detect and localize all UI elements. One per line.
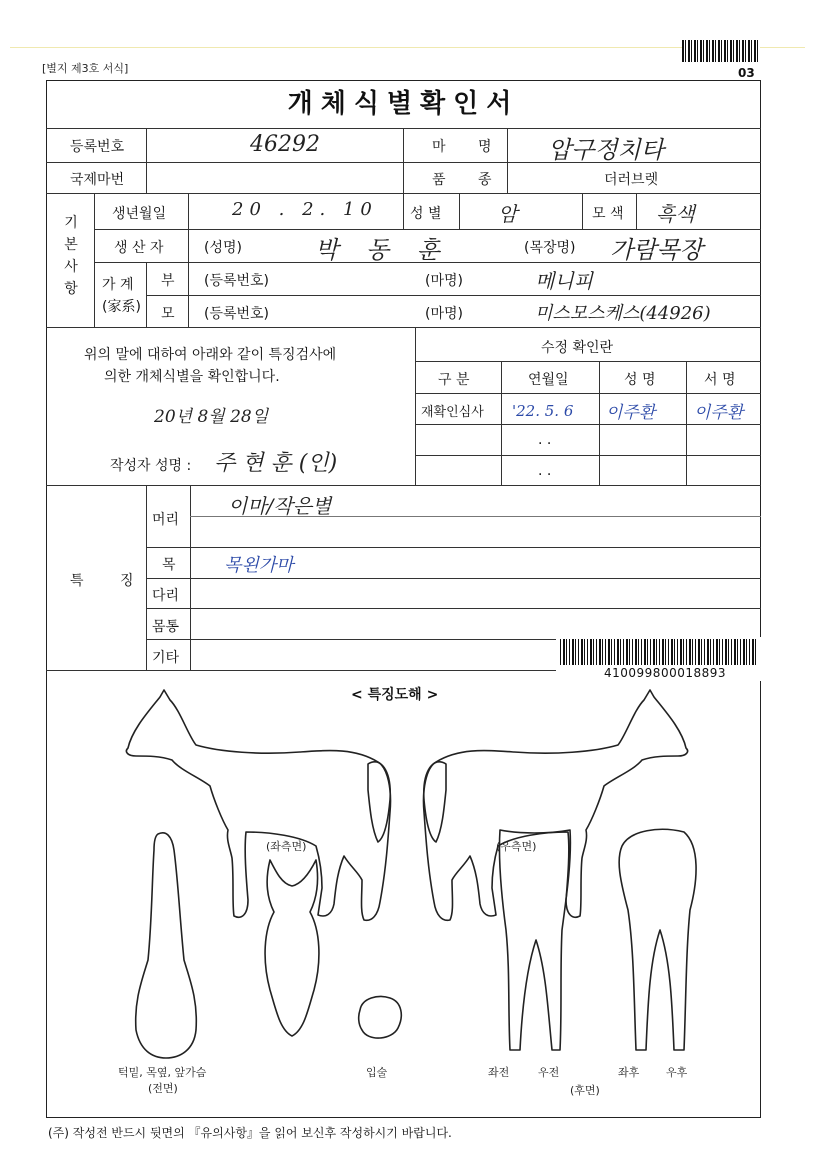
sex-value: 암 — [498, 202, 518, 226]
color-value: 흑색 — [656, 202, 695, 226]
lips-caption: 입술 — [366, 1066, 388, 1079]
diagram-title: < 특징도해 > — [351, 687, 439, 703]
horse-name-label: 마 명 — [432, 139, 506, 155]
other-label: 기타 — [152, 650, 180, 666]
confirm-date: 20년 8월 28일 — [154, 407, 269, 427]
reg-no-value: 46292 — [250, 132, 320, 157]
pedigree-label: 가 계 — [102, 277, 134, 293]
forelegs-icon — [499, 830, 570, 1050]
birth-value: 20 . 2. 10 — [232, 199, 378, 220]
horse-head-icon — [265, 860, 319, 1036]
pedigree-label-hanja: (家系) — [102, 299, 141, 315]
dam-name-value: 미스모스케스(44926) — [535, 303, 711, 324]
sire-name-label: (마명) — [425, 273, 463, 289]
barcode-number: 410099800018893 — [604, 666, 727, 680]
front-label: (전면) — [148, 1082, 178, 1095]
front-neck-icon — [136, 833, 197, 1058]
author-label: 작성자 성명 : — [110, 458, 192, 474]
confirm-text-line1: 위의 말에 대하여 아래와 같이 특징검사에 — [84, 347, 337, 363]
revision-row1-date: '22. 5. 6 — [512, 402, 574, 420]
left-hind-caption: 좌후 — [618, 1066, 640, 1079]
intl-no-label: 국제마번 — [70, 172, 125, 188]
features-section-label: 특 징 — [70, 573, 150, 589]
lips-icon — [359, 997, 402, 1039]
revision-col-category: 구 분 — [438, 372, 470, 388]
front-caption: 턱밑, 목옆, 앞가슴 — [118, 1066, 207, 1079]
producer-name-label: (성명) — [204, 240, 242, 256]
revision-row1-name: 이주환 — [606, 403, 656, 423]
confirm-text-line2: 의한 개체식별을 확인합니다. — [104, 369, 280, 385]
footer-note: (주) 작성전 반드시 뒷면의 『유의사항』을 읽어 보신후 작성하시기 바랍니다. — [48, 1126, 452, 1140]
revision-row1-category: 재확인심사 — [421, 405, 484, 420]
revision-row3-date: . . — [538, 463, 552, 479]
head-value: 이마/작은별 — [228, 494, 332, 518]
revision-row2-date: . . — [538, 432, 552, 448]
left-side-horse-icon — [126, 690, 390, 920]
basic-section-label: 기본사항 — [64, 215, 78, 297]
reg-no-label: 등록번호 — [70, 139, 125, 155]
sex-label: 성 별 — [410, 206, 442, 222]
producer-label: 생 산 자 — [114, 240, 164, 256]
rear-view-icon — [619, 829, 696, 1050]
page-number: 03 — [738, 66, 755, 80]
color-label: 모 색 — [592, 206, 624, 222]
sire-name-value: 메니피 — [535, 269, 593, 293]
dam-name-label: (마명) — [425, 306, 463, 322]
form-number: [별지 제3호 서식] — [42, 62, 129, 75]
farm-label: (목장명) — [524, 240, 576, 256]
right-side-caption: (우측면) — [496, 840, 537, 853]
breed-value: 더러브렛 — [604, 172, 659, 188]
revision-col-name: 성 명 — [624, 372, 656, 388]
form-title: 개체식별확인서 — [287, 89, 520, 119]
sire-reg-label: (등록번호) — [204, 273, 270, 289]
neck-value: 목왼가마 — [224, 555, 294, 576]
revision-col-date: 연월일 — [528, 372, 569, 388]
horse-name-value: 압구정치타 — [548, 136, 664, 164]
author-value: 주 현 훈 (인) — [214, 451, 338, 476]
rear-label: (후면) — [570, 1084, 600, 1097]
revision-row1-sign: 이주환 — [694, 403, 744, 423]
breed-label: 품 종 — [432, 172, 506, 188]
head-label: 머리 — [152, 512, 180, 528]
left-side-caption: (좌측면) — [266, 840, 307, 853]
neck-label: 목 — [162, 557, 176, 573]
dam-reg-label: (등록번호) — [204, 306, 270, 322]
farm-value: 가람목장 — [610, 236, 703, 264]
right-fore-caption: 우전 — [538, 1066, 560, 1079]
right-hind-caption: 우후 — [666, 1066, 688, 1079]
dam-label: 모 — [161, 306, 175, 322]
right-side-horse-icon — [424, 690, 688, 920]
legs-label: 다리 — [152, 588, 180, 604]
left-fore-caption: 좌전 — [488, 1066, 510, 1079]
body-label: 몸통 — [152, 619, 180, 635]
revision-col-sign: 서 명 — [704, 372, 736, 388]
birth-label: 생년월일 — [112, 206, 167, 222]
sire-label: 부 — [161, 273, 175, 289]
revision-title: 수정 확인란 — [541, 340, 614, 356]
producer-value: 박 동 훈 — [315, 236, 450, 264]
